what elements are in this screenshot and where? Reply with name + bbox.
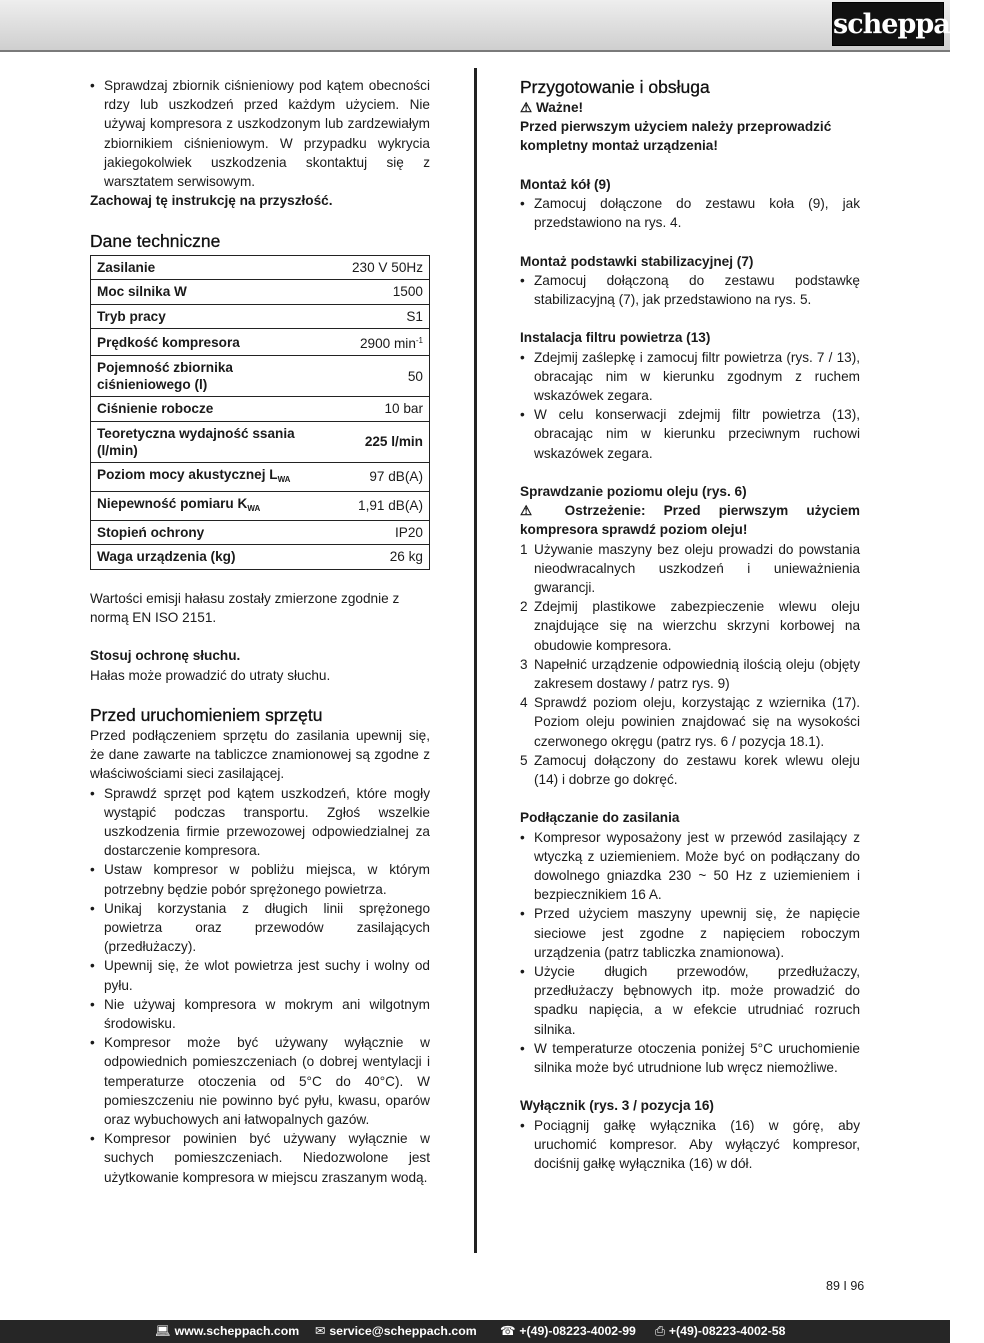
computer-icon: 💻︎ <box>155 1324 171 1338</box>
spec-value <box>321 421 430 462</box>
numbered-step <box>520 751 860 789</box>
spec-key-subscript: WA <box>277 474 291 484</box>
list-item: • Użycie długich przewodów, przedłużaczy, przedłużaczy bębnowych itp. może prowadzić do spadku napięcia, a w efekcie utrudniać rozruch silnika. <box>520 962 860 1039</box>
spec-key-text: Stopień ochrony <box>97 524 205 540</box>
spec-key-text: Waga urządzenia (kg) <box>97 549 236 565</box>
step-text: Używanie maszyny bez oleju prowadzi do powstania nieodwracalnych uszkodzeń i unieważnienia gwarancji. <box>534 541 860 596</box>
scheppach-logo: scheppach <box>832 2 944 46</box>
spec-row <box>91 280 430 305</box>
numbered-step <box>520 693 860 751</box>
spec-value-text: 1500 <box>392 284 423 300</box>
spec-key-text: Zasilanie <box>97 259 156 275</box>
important-text: Przed pierwszym użyciem należy przeprowadzić kompletny montaż urządzenia! <box>520 119 832 154</box>
spec-key <box>91 491 321 520</box>
spec-value <box>321 520 430 545</box>
spec-row <box>91 545 430 570</box>
step-text: Napełnić urządzenie odpowiednią ilością oleju (objęty zakresem dostawy / patrz rys. 9) <box>534 656 860 692</box>
intro-list <box>90 76 430 191</box>
wheels-heading: Montaż kół (9) <box>520 176 611 192</box>
spec-row <box>91 462 430 491</box>
spec-value <box>321 397 430 422</box>
list-item: • Zamocuj dołączoną do zestawu podstawkę stabilizacyjną (7), jak przedstawiono na rys. 5. <box>520 271 860 309</box>
spec-value <box>321 545 430 570</box>
spec-value <box>321 304 430 329</box>
oil-steps <box>520 540 860 790</box>
list-item: • Przed użyciem maszyny upewnij się, że napięcie sieciowe jest zgodne z napięciem roboczym urządzenia (patrz tabliczka znamionowa). <box>520 904 860 962</box>
spec-row <box>91 356 430 397</box>
spec-row <box>91 397 430 422</box>
spec-row <box>91 329 430 356</box>
spec-key-text: Niepewność pomiaru K <box>97 495 248 511</box>
envelope-icon: ✉︎ <box>315 1324 326 1338</box>
spec-value-text: S1 <box>406 308 423 324</box>
spec-key-text: Poziom mocy akustycznej L <box>97 466 278 482</box>
spec-value-text: 26 kg <box>389 549 423 565</box>
important-label: ⚠ Ważne! <box>520 100 584 115</box>
spec-value-superscript: -1 <box>415 336 423 346</box>
spec-key <box>91 520 321 545</box>
step-number: 3 <box>520 656 528 672</box>
spec-value <box>321 280 430 305</box>
switch-heading: Wyłącznik (rys. 3 / pozycja 16) <box>520 1098 714 1114</box>
wheels-list <box>520 194 860 232</box>
oil-heading: Sprawdzanie poziomu oleju (rys. 6) <box>520 484 747 499</box>
list-item: • Kompresor powinien być używany wyłącznie w suchych pomieszczeniach. Niedozwolone jest użytkowanie kompresora w miejscu zraszanym wodą. <box>90 1129 430 1187</box>
stand-heading: Montaż podstawki stabilizacyjnej (7) <box>520 253 754 269</box>
noise-note: Wartości emisji hałasu zostały zmierzone zgodnie z normą EN ISO 2151. <box>90 590 400 625</box>
step-text: Zamocuj dołączony do zestawu korek wlewu oleju (14) i dobrze go dokręć. <box>534 752 860 788</box>
numbered-step <box>520 597 860 655</box>
switch-list <box>520 1116 860 1174</box>
list-item: • Kompresor może być używany wyłącznie w odpowiednich pomieszczeniach (o dobrej wentylacji i temperaturze otoczenia od 5°C do 40°C). W pomieszczeniu nie powinno być pyłu, kwasu, oparów oraz wybuchowych ani łatwopalnych gazów. <box>90 1033 430 1129</box>
intro-bullet: • Sprawdzaj zbiornik ciśnieniowy pod kątem obecności rdzy lub uszkodzeń przed każdym użyciem. Nie używaj kompresora z uszkodzonym lub zardzewiałym zbiornikiem ciśnieniowym. W przypadku wykrycia jakiegokolwiek uszkodzenia skontaktuj się z warsztatem serwisowym. <box>90 76 430 191</box>
spec-key <box>91 304 321 329</box>
prep-heading: Przygotowanie i obsługa <box>520 77 710 97</box>
step-number: 2 <box>520 599 528 615</box>
spec-key-text: Ciśnienie robocze <box>97 401 214 417</box>
spec-value-text: 50 <box>407 368 423 384</box>
filter-heading: Instalacja filtru powietrza (13) <box>520 330 711 346</box>
list-item: • Zdejmij zaślepkę i zamocuj filtr powietrza (rys. 7 / 13), obracając nim w kierunku zgodnym z ruchem wskazówek zegara. <box>520 348 860 406</box>
spec-value <box>321 255 430 280</box>
footer-bar <box>0 1320 950 1343</box>
spec-value-text: 2900 min <box>359 336 416 352</box>
spec-value <box>321 329 430 356</box>
list-item: • Pociągnij gałkę wyłącznika (16) w górę, aby uruchomić kompresor. Aby wyłączyć kompresor, dociśnij gałkę wyłącznika (16) w dół. <box>520 1116 860 1174</box>
spec-row <box>91 304 430 329</box>
step-text: Sprawdź poziom oleju, korzystając z wziernika (17). Poziom oleju powinien znajdować się na wysokości czerwonego okręgu (patrz rys. 6 / pozycja 18.1). <box>534 695 860 749</box>
spec-key-text: Tryb pracy <box>97 308 166 324</box>
list-item: • Nie używaj kompresora w mokrym ani wilgotnym środowisku. <box>90 995 430 1033</box>
spec-key <box>91 421 321 462</box>
spec-key-text: Teoretyczna wydajność ssania (l/min) <box>97 425 295 458</box>
spec-row <box>91 255 430 280</box>
spec-key <box>91 280 321 305</box>
footer-phone[interactable]: ☎︎ +(49)-08223-4002-99 <box>500 1320 636 1343</box>
before-start-list <box>90 784 430 1187</box>
list-item: • Unikaj korzystania z długich linii sprężonego powietrza oraz przewodów zasilających (przedłużaczy). <box>90 899 430 957</box>
spec-row <box>91 491 430 520</box>
footer-web[interactable]: 💻︎ www.scheppach.com <box>155 1320 299 1343</box>
spec-key <box>91 462 321 491</box>
spec-value-text: 1,91 dB(A) <box>358 498 423 514</box>
list-item: • Ustaw kompresor w pobliżu miejsca, w którym potrzebny będzie pobór sprężonego powietrza. <box>90 860 430 898</box>
hearing-text: Hałas może prowadzić do utraty słuchu. <box>90 667 331 683</box>
list-item: • Kompresor wyposażony jest w przewód zasilający z wtyczką z uziemieniem. Może być on podłączany do dowolnego gniazdka 230 ~ 50 Hz z uziemieniem i bezpiecznikiem 16 A. <box>520 828 860 905</box>
spec-value-text: 225 l/min <box>364 434 423 450</box>
spec-value <box>321 462 430 491</box>
spec-key-text: Pojemność zbiornika ciśnieniowego (l) <box>97 360 233 393</box>
numbered-step <box>520 540 860 598</box>
spec-key <box>91 545 321 570</box>
spec-key <box>91 397 321 422</box>
before-start-intro: Przed podłączeniem sprzętu do zasilania upewnij się, że dane zawarte na tabliczce znamionowej są zgodne z właściwościami sieci zasilającej. <box>90 727 430 782</box>
step-text: Zdejmij plastikowe zabezpieczenie wlewu oleju znajdujące się na wierzchu skrzyni korbowej na obudowie kompresora. <box>534 599 860 653</box>
spec-key-text: Prędkość kompresora <box>97 334 240 350</box>
spec-key <box>91 255 321 280</box>
filter-list <box>520 348 860 463</box>
footer-fax[interactable]: ⎙︎ +(49)-08223-4002-58 <box>655 1320 785 1343</box>
step-number: 1 <box>520 541 528 557</box>
numbered-step <box>520 655 860 693</box>
fax-icon: ⎙︎ <box>655 1324 665 1338</box>
spec-row <box>91 520 430 545</box>
spec-value <box>321 356 430 397</box>
step-number: 4 <box>520 695 528 711</box>
spec-value-text: IP20 <box>395 524 423 540</box>
spec-row <box>91 421 430 462</box>
footer-email[interactable]: ✉︎ service@scheppach.com <box>315 1320 477 1343</box>
spec-key <box>91 356 321 397</box>
header-bar <box>0 0 984 52</box>
spec-key <box>91 329 321 356</box>
phone-icon: ☎︎ <box>500 1324 516 1338</box>
column-divider <box>474 68 477 1253</box>
list-item: • Zamocuj dołączone do zestawu koła (9), jak przedstawiono na rys. 4. <box>520 194 860 232</box>
right-column <box>520 76 860 1173</box>
tech-data-heading: Dane techniczne <box>90 230 221 251</box>
spec-key-subscript: WA <box>247 503 261 513</box>
keep-instructions: Zachowaj tę instrukcję na przyszłość. <box>90 193 333 209</box>
spec-key-text: Moc silnika W <box>97 284 187 300</box>
before-start-heading: Przed uruchomieniem sprzętu <box>90 704 323 725</box>
spec-value-text: 230 V 50Hz <box>351 259 423 275</box>
list-item: • Sprawdź sprzęt pod kątem uszkodzeń, które mogły wystąpić podczas transportu. Zgłoś wszelkie uszkodzenia firmie przewozowej odpowiedzialnej za dostarczenie kompresora. <box>90 784 430 861</box>
page-number: 89 I 96 <box>826 1279 865 1293</box>
stand-list <box>520 271 860 309</box>
spec-value <box>321 491 430 520</box>
spec-value-text: 10 bar <box>384 401 423 417</box>
power-heading: Podłączanie do zasilania <box>520 810 680 826</box>
step-number: 5 <box>520 752 528 768</box>
list-item: • W celu konserwacji zdejmij filtr powietrza (13), obracając nim w kierunku przeciwnym ruchowi wskazówek zegara. <box>520 405 860 463</box>
list-item: • Upewnij się, że wlot powietrza jest suchy i wolny od pyłu. <box>90 956 430 994</box>
power-list <box>520 828 860 1078</box>
oil-warning: ⚠ Ostrzeżenie: Przed pierwszym użyciem kompresora sprawdź poziom oleju! <box>520 503 860 538</box>
spec-value-text: 97 dB(A) <box>369 469 423 485</box>
spec-table <box>90 255 430 570</box>
left-column <box>90 76 430 1187</box>
list-item: • W temperaturze otoczenia poniżej 5°C uruchomienie silnika może być utrudnione lub wręcz niemożliwe. <box>520 1039 860 1077</box>
hearing-warning: Stosuj ochronę słuchu. <box>90 648 241 664</box>
